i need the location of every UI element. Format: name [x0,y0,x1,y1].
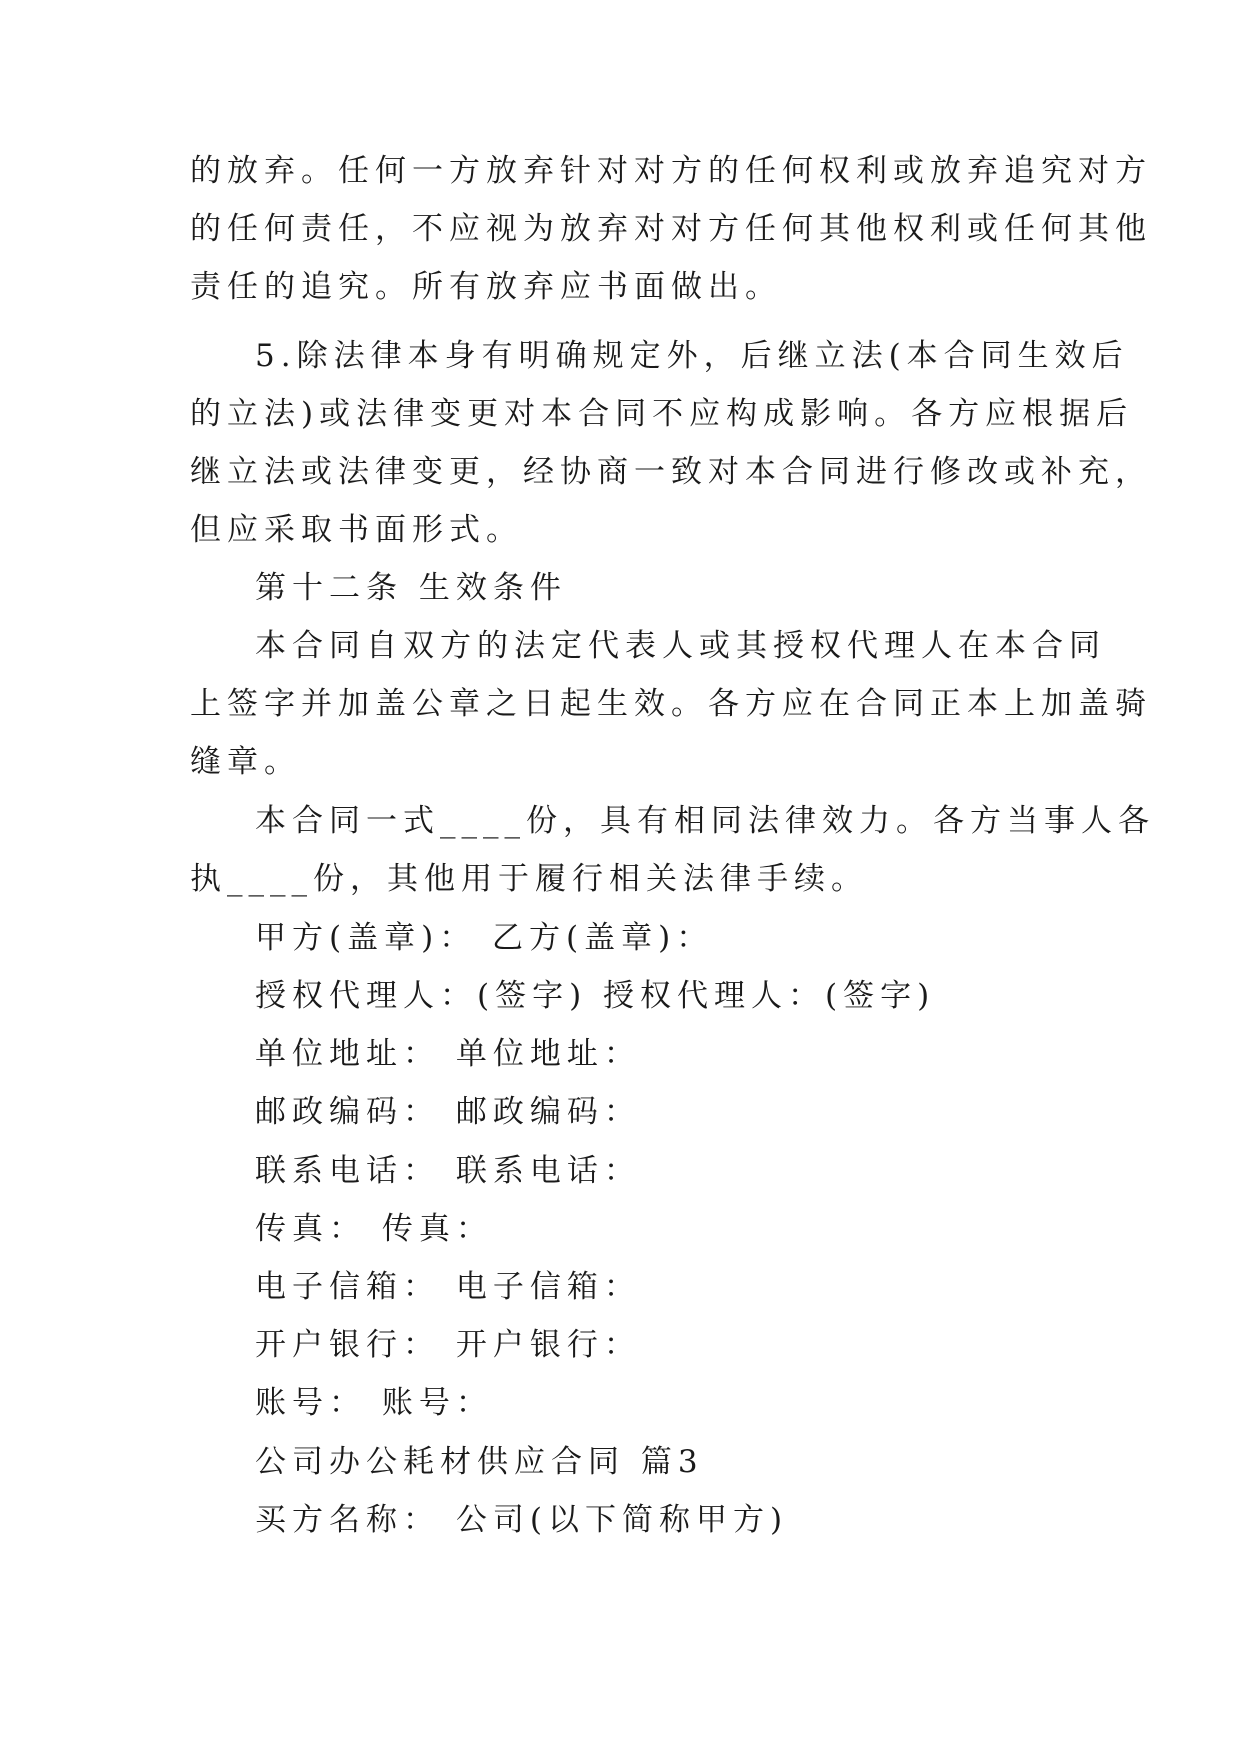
paragraph-line: 的放弃。任何一方放弃针对对方的任何权利或放弃追究对方 [190,153,1152,189]
contract-title: 公司办公耗材供应合同 篇3 [255,1444,704,1480]
paragraph-line: 但应采取书面形式。 [190,512,523,548]
paragraph-line: 缝章。 [190,744,301,780]
signature-field-line: 联系电话： 联系电话： [255,1153,641,1189]
signature-field-line: 传真： 传真： [255,1211,493,1247]
paragraph-line: 上签字并加盖公章之日起生效。各方应在合同正本上加盖骑 [190,686,1152,722]
paragraph-line: 本合同自双方的法定代表人或其授权代理人在本合同 [255,628,1106,664]
signature-field-line: 账号： 账号： [255,1385,493,1421]
paragraph-line: 的立法)或法律变更对本合同不应构成影响。各方应根据后 [190,396,1134,432]
paragraph-line: 继立法或法律变更，经协商一致对本合同进行修改或补充， [190,454,1152,490]
signature-field-line: 甲方(盖章)： 乙方(盖章)： [255,920,714,956]
signature-field-line: 授权代理人：(签字) 授权代理人：(签字) [255,978,936,1014]
paragraph-line: 本合同一式____份，具有相同法律效力。各方当事人各 [255,803,1155,839]
paragraph-line: 5.除法律本身有明确规定外，后继立法(本合同生效后 [255,338,1129,374]
signature-field-line: 电子信箱： 电子信箱： [255,1269,641,1305]
paragraph-line: 执____份，其他用于履行相关法律手续。 [190,861,868,897]
signature-field-line: 开户银行： 开户银行： [255,1327,641,1363]
paragraph-line: 买方名称： 公司(以下简称甲方) [255,1502,789,1538]
signature-field-line: 单位地址： 单位地址： [255,1036,641,1072]
paragraph-line: 责任的追究。所有放弃应书面做出。 [190,269,782,305]
signature-field-line: 邮政编码： 邮政编码： [255,1094,641,1130]
section-heading: 第十二条 生效条件 [255,570,567,606]
paragraph-line: 的任何责任，不应视为放弃对对方任何其他权利或任何其他 [190,211,1152,247]
